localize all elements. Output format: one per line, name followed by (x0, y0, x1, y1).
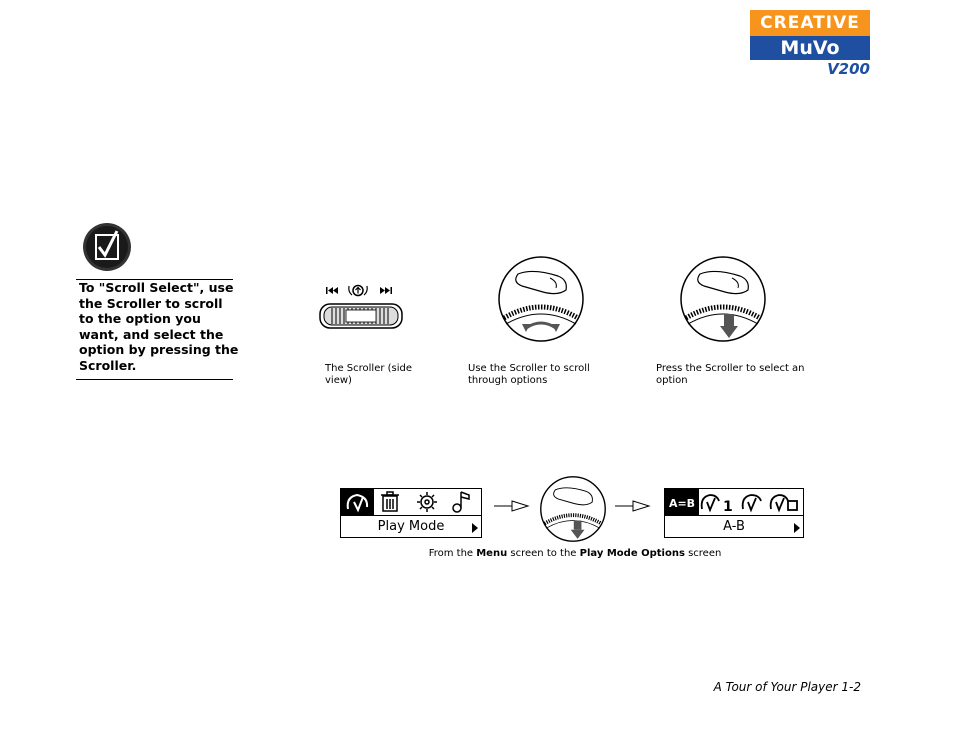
play-mode-screen-label: A-B (723, 519, 745, 534)
menu-screen-label: Play Mode (377, 519, 445, 534)
side-view-caption: The Scroller (side view) (325, 363, 413, 386)
logo-brand: CREATIVE (750, 10, 870, 36)
music-note-icon (453, 492, 469, 512)
note-text: To "Scroll Select", use the Scroller to scroll to the option you want, and select the option by pressing the Scroller. (79, 280, 239, 373)
logo-product: MuVo (750, 36, 870, 60)
menu-screen-divider (341, 515, 481, 516)
page-footer: A Tour of Your Player 1-2 (713, 680, 861, 694)
play-mode-options-screen (664, 488, 804, 538)
caption-menu-bold: Menu (476, 548, 508, 559)
a-b-repeat-icon: A=B (668, 497, 696, 510)
next-track-icon (380, 287, 392, 294)
right-arrow-icon (794, 523, 800, 533)
finger-press-small-illustration (540, 476, 606, 542)
scroller-side-view-illustration (318, 282, 408, 334)
note-divider-bottom (76, 379, 233, 380)
trash-icon (381, 492, 399, 511)
repeat-one-digit: 1 (723, 499, 733, 515)
caption-text-2: screen to the (507, 548, 580, 559)
repeat-one-icon (702, 495, 719, 510)
logo-model: V200 (827, 60, 870, 78)
caption-text-3: screen (684, 548, 722, 559)
checkmark-icon (82, 222, 132, 272)
scroll-caption: Use the Scroller to scroll through options (468, 363, 590, 386)
caption-text-1: From the (428, 548, 477, 559)
caption-play-mode-options-bold: Play Mode Options (579, 548, 685, 559)
right-arrow-icon (494, 500, 530, 512)
play-mode-screen-divider (665, 515, 803, 516)
prev-track-icon (326, 287, 338, 294)
creative-muvo-logo (750, 10, 872, 78)
shuffle-icon (771, 495, 797, 510)
finger-press-illustration (680, 256, 766, 342)
right-arrow-icon (472, 523, 478, 533)
right-arrow-icon (615, 500, 651, 512)
finger-scroll-illustration (498, 256, 584, 342)
scroll-select-icon (349, 286, 367, 296)
gear-icon (417, 492, 437, 512)
menu-screen (340, 488, 482, 538)
press-caption: Press the Scroller to select an option (656, 363, 805, 386)
repeat-icon (743, 495, 761, 510)
screens-caption (340, 548, 810, 560)
